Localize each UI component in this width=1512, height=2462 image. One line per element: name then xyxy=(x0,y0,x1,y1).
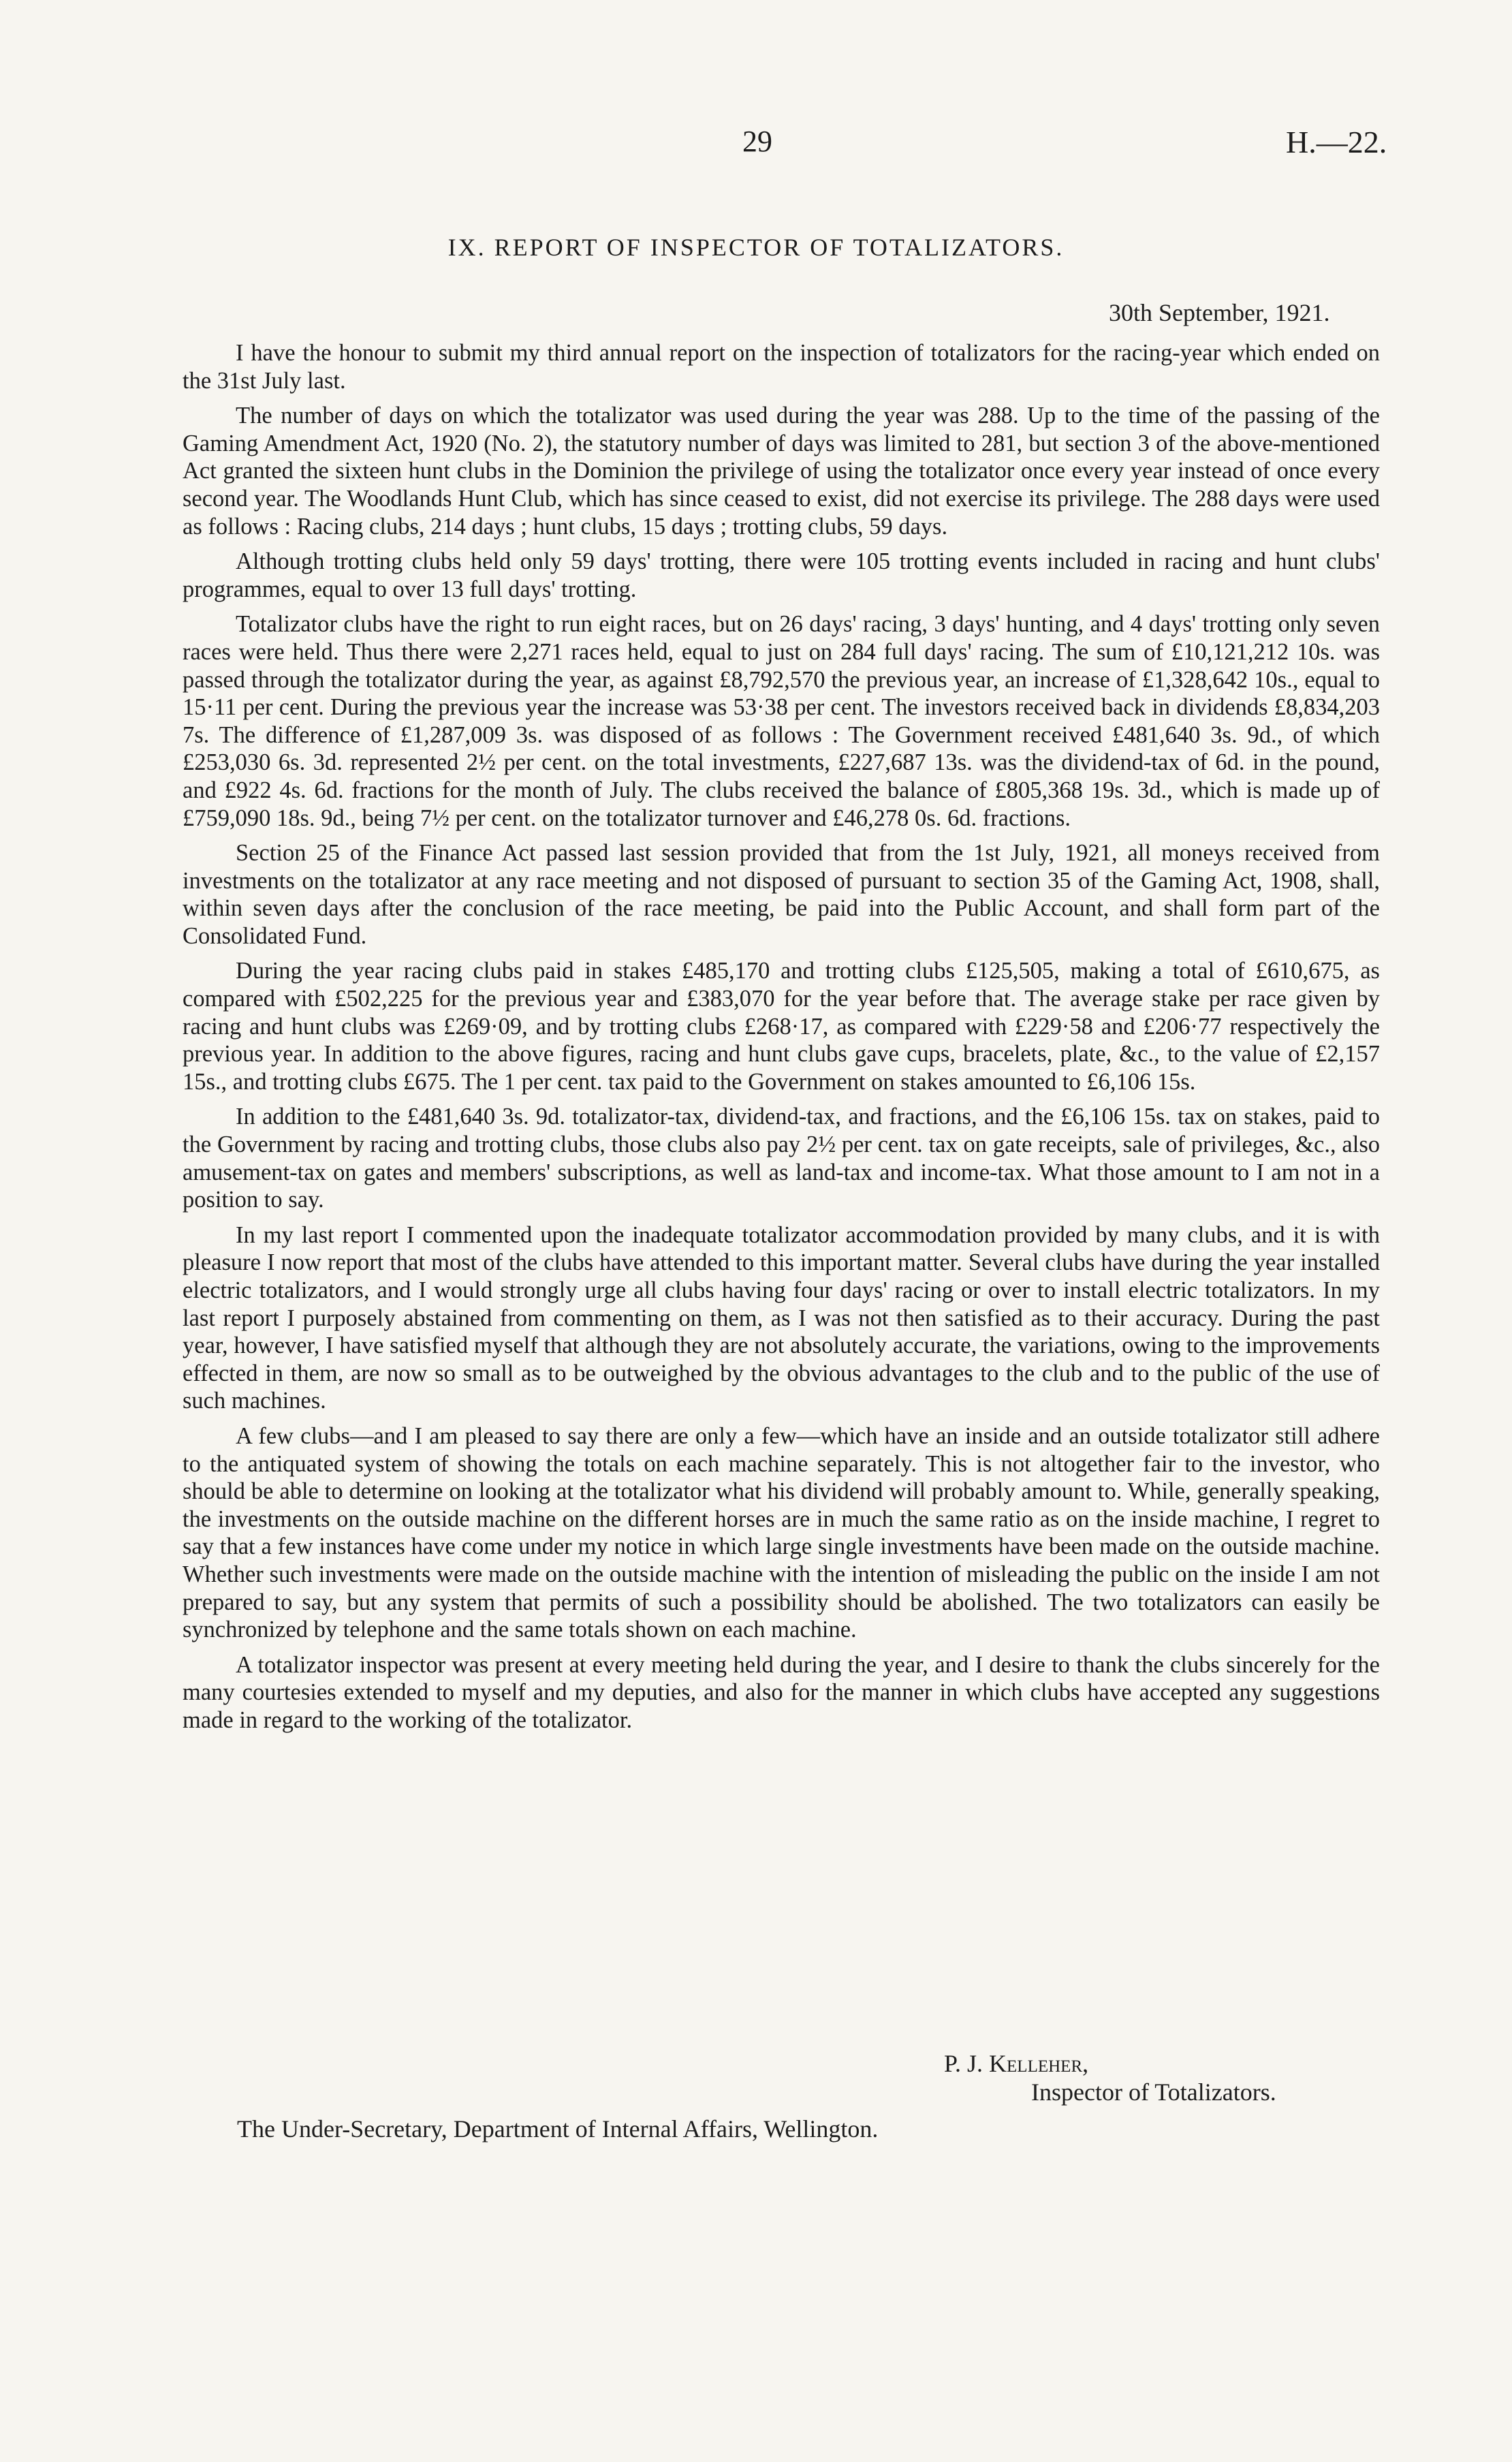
paragraph: Section 25 of the Finance Act passed last session provided that from the 1st July, 1921, all moneys received from investments on the totalizator at any race meeting and not disposed of pursuant to section 35 of the Gaming Act, 1908, shall, within seven days after the conclusion of the race meeting, be paid into the Public Account, and shall form part of the Consolidated Fund. xyxy=(183,840,1380,949)
report-title: IX. REPORT OF INSPECTOR OF TOTALIZATORS. xyxy=(447,234,1065,261)
paragraph: The number of days on which the totalizator was used during the year was 288. Up to the time of the passing of the Gaming Amendment Act, 1920 (No. 2), the statutory number of days was limited to 281, but section 3 of the above-mentioned Act granted the sixteen hunt clubs in the Dominion the privilege of using the totalizator once every year instead of once every second year. The Woodlands Hunt Club, which has since ceased to exist, did not exercise its privilege. The 288 days were used as follows : Racing clubs, 214 days ; hunt clubs, 15 days ; trotting clubs, 59 days. xyxy=(183,403,1380,540)
paragraph: Although trotting clubs held only 59 days' trotting, there were 105 trotting events included in racing and hunt clubs' programmes, equal to over 13 full days' trotting. xyxy=(183,548,1380,602)
paragraph: A few clubs—and I am pleased to say there are only a few—which have an inside and an outside totalizator still adhere to the antiquated system of showing the totals on each machine separately. This is not altogether fair to the investor, who should be able to determine on looking at the totalizator what his dividend will probably amount to. While, generally speaking, the investments on the outside machine on the different horses are in much the same ratio as on the inside machine, I regret to say that a few instances have come under my notice in which large single investments have been made on the outside machine. Whether such investments were made on the outside machine with the intention of misleading the public on the inside I am not prepared to say, but any system that permits of such a possibility should be abolished. The two totalizators can easily be synchronized by telephone and the same totals shown on each machine. xyxy=(183,1422,1380,1643)
paragraph: In my last report I commented upon the inadequate totalizator accommodation provided by many clubs, and it is with pleasure I now report that most of the clubs have attended to this important matter. Several clubs have during the year installed electric totalizators, and I would strongly urge all clubs having four days' racing or over to install electric totalizators. In my last report I purposely abstained from commenting on them, as I was not then satisfied as to their accuracy. During the past year, however, I have satisfied myself that although they are not absolutely accurate, the variations, owing to the improvements effected in them, are now so small as to be outweighed by the obvious advantages to the club and to the public of the use of such machines. xyxy=(183,1221,1380,1414)
paragraph: During the year racing clubs paid in stakes £485,170 and trotting clubs £125,505, making a total of £610,675, as compared with £502,225 for the previous year and £383,070 for the year before that. The average stake per race given by racing and hunt clubs was £269·09, and by trotting clubs £268·17, as compared with £229·58 and £206·77 respectively the previous year. In addition to the above figures, racing and hunt clubs gave cups, bracelets, plate, &c., to the value of £2,157 15s., and trotting clubs £675. The 1 per cent. tax paid to the Government on stakes amounted to £6,106 15s. xyxy=(183,958,1380,1095)
report-body xyxy=(183,339,1380,1742)
addressee: The Under-Secretary, Department of Internal Affairs, Wellington. xyxy=(237,2115,879,2142)
paragraph: In addition to the £481,640 3s. 9d. totalizator-tax, dividend-tax, and fractions, and the £6,106 15s. tax on stakes, paid to the Government by racing and trotting clubs, those clubs also pay 2½ per cent. tax on gate receipts, sale of privileges, &c., also amusement-tax on gates and members' subscriptions, as well as land-tax and income-tax. What those amount to I am not in a position to say. xyxy=(183,1104,1380,1213)
paragraph: Totalizator clubs have the right to run eight races, but on 26 days' racing, 3 days' hunting, and 4 days' trotting only seven races were held. Thus there were 2,271 races held, equal to just on 284 full days' racing. The sum of £10,121,212 10s. was passed through the totalizator during the year, as against £8,792,570 the previous year, an increase of £1,328,642 10s., equal to 15·11 per cent. During the previous year the increase was 53·38 per cent. The investors received back in dividends £8,834,203 7s. The difference of £1,287,009 3s. was disposed of as follows : The Government received £481,640 3s. 9d., of which £253,030 6s. 3d. represented 2½ per cent. on the total investments, £227,687 13s. was the dividend-tax of 6d. in the pound, and £922 4s. 6d. fractions for the month of July. The clubs received the balance of £805,368 19s. 3d., which is made up of £759,090 18s. 9d., being 7½ per cent. on the totalizator turnover and £46,278 0s. 6d. fractions. xyxy=(183,611,1380,831)
page-number: 29 xyxy=(742,125,772,158)
paragraph: A totalizator inspector was present at every meeting held during the year, and I desire to thank the clubs sincerely for the many courtesies extended to myself and my deputies, and also for the manner in which clubs have accepted any suggestions made in regard to the working of the totalizator. xyxy=(183,1651,1380,1733)
report-date: 30th September, 1921. xyxy=(1109,299,1330,326)
signatory-title: Inspector of Totalizators. xyxy=(1031,2078,1276,2106)
signatory-name: P. J. Kelleher, xyxy=(944,2050,1089,2077)
document-code: H.—22. xyxy=(1286,125,1387,159)
paragraph: I have the honour to submit my third annual report on the inspection of totalizators for the racing-year which ended on the 31st July last. xyxy=(183,340,1380,394)
